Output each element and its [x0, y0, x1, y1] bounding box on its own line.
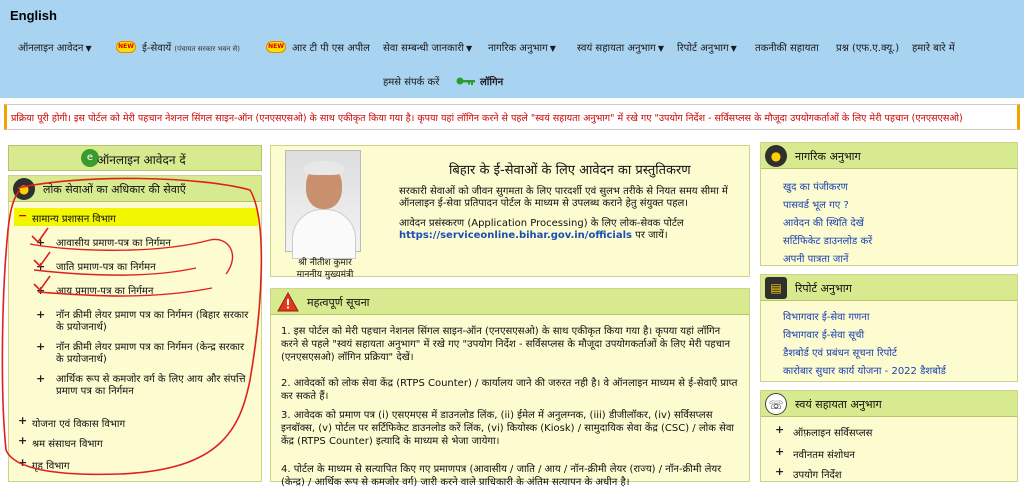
announcement-marquee: [4, 104, 1020, 130]
warning-icon: [277, 292, 299, 312]
nav-tech-support[interactable]: तकनीकी सहायता: [755, 43, 819, 54]
nav-citizen-section[interactable]: नागरिक अनुभाग ▼: [488, 43, 556, 54]
phone-support-icon: ☏: [765, 393, 787, 415]
self-help-panel: [760, 390, 1018, 482]
nav-row-primary: [0, 40, 1024, 58]
section-home-department[interactable]: गृह विभाग: [32, 461, 70, 472]
service-ncl-bihar[interactable]: नॉन क्रीमी लेयर प्रमाण पत्र का निर्गमन (बिहार सरकार के प्रयोजनार्थ): [56, 310, 249, 333]
expand-icon[interactable]: +: [18, 456, 28, 469]
section-labour-resources[interactable]: श्रम संसाधन विभाग: [32, 439, 103, 450]
link-forgot-password[interactable]: पासवर्ड भूल गए ?: [783, 200, 849, 211]
service-ews-certificate[interactable]: आर्थिक रूप से कमजोर वर्ग के लिए आय और संपत्ति प्रमाण पत्र का निर्गमन: [56, 374, 246, 397]
citizen-section-title: नागरिक अनुभाग: [795, 150, 861, 163]
people-group-icon: ●: [765, 145, 787, 167]
link-application-status[interactable]: आवेदन की स्थिति देखें: [783, 218, 864, 229]
self-help-usage-instructions[interactable]: उपयोग निर्देश: [793, 470, 842, 481]
link-dept-eservice-list[interactable]: विभागवार ई-सेवा सूची: [783, 330, 865, 341]
marquee-text: प्रक्रिया पूरी होगी। इस पोर्टल को मेरी पहचान नेशनल सिंगल साइन-ऑन (एनएसएसओ) के साथ एकीकृत किया गया है। कृपया यहां लॉगिन करने से पहले "स्वयं सहायता अनुभाग" में रखे गए "उपयोग निर्देश - सर्विसप्लस के मौजूदा उपयोगकर्ताओं के लिए मेरी पहचान (एनएसएसओ): [11, 113, 963, 124]
service-caste-certificate[interactable]: जाति प्रमाण-पत्र का निर्गमन: [56, 262, 156, 273]
report-section-panel: [760, 274, 1018, 382]
nav-contact-us[interactable]: हमसे संपर्क करें: [383, 77, 440, 88]
nav-online-apply[interactable]: ऑनलाइन आवेदन ▼: [18, 43, 92, 54]
bullet-icon: +: [775, 445, 785, 458]
collapse-icon[interactable]: −: [18, 209, 28, 222]
nav-reports[interactable]: रिपोर्ट अनुभाग ▼: [677, 43, 737, 54]
service-income-certificate[interactable]: आय प्रमाण-पत्र का निर्गमन: [56, 286, 154, 297]
notice-item: 3. आवेदक को प्रमाण पत्र (i) एसएमएस में डाउनलोड लिंक, (ii) ईमेल में अनुलग्नक, (iii) डीजीलॉकर, (iv) सर्विसप्लस इनबॉक्स, (v) पोर्टल पर सर्टिफिकेट डाउनलोड करें लिंक, (vi) कियोस्क (Kiosk) / सामुदायिक सेवा केंद्र (CSC) / लोक सेवा केंद्र (RTPS Counter) इत्यादि के माध्यम से भेजा जायेगा।: [281, 410, 734, 447]
self-help-offline-serviceplus[interactable]: ऑफ़लाइन सर्विसप्लस: [793, 428, 873, 439]
cm-name: श्री नीतीश कुमार: [298, 258, 352, 268]
bullet-icon: +: [36, 372, 46, 385]
link-dept-eservice-count[interactable]: विभागवार ई-सेवा गणना: [783, 312, 870, 323]
key-icon: [456, 75, 476, 87]
bullet-icon: +: [36, 340, 46, 353]
self-help-title: स्वयं सहायता अनुभाग: [795, 398, 882, 411]
notice-item: 2. आवेदकों को लोक सेवा केंद्र (RTPS Counter) / कार्यालय जाने की जरुरत नही है। वे ऑनलाइन माध्यम से ई-सेवाएँ प्राप्त कर सकते हैं।: [281, 378, 738, 402]
people-icon: ●: [13, 178, 35, 200]
report-section-header: [761, 275, 1017, 301]
bullet-icon: +: [36, 260, 46, 273]
service-residential-certificate[interactable]: आवासीय प्रमाण-पत्र का निर्गमन: [56, 238, 171, 249]
intro-title: बिहार के ई-सेवाओं के लिए आवेदन का प्रस्तुतिकरण: [449, 163, 691, 178]
link-know-eligibility[interactable]: अपनी पात्रता जानें: [783, 254, 849, 265]
top-navigation: [0, 0, 1024, 98]
self-help-header: [761, 391, 1017, 417]
online-apply-button[interactable]: [8, 145, 262, 171]
intro-paragraph: सरकारी सेवाओं को जीवन सुगमता के लिए पारदर्शी एवं सुलभ तरीके से नियत समय सीमा में ऑनलाइन ई-सेवा प्रतिपादन पोर्टल के माध्यम से उपलब्ध कराने हेतु संयुक्त पहल।: [399, 186, 728, 209]
notice-item: 1. इस पोर्टल को मेरी पहचान नेशनल सिंगल साइन-ऑन (एनएसएसओ) के साथ एकीकृत किया गया है। कृपया यहां लॉगिन करने से पहले "स्वयं सहायता अनुभाग" में रखे गए "उपयोग निर्देश - सर्विसप्लस के मौजूदा उपयोगकर्ताओं के लिए मेरी पहचान (एनएसएसओ) लॉगिन प्रक्रिया" देखें।: [281, 326, 731, 363]
report-section-title: रिपोर्ट अनुभाग: [795, 282, 852, 295]
nav-self-help[interactable]: स्वयं सहायता अनुभाग ▼: [577, 43, 664, 54]
bullet-icon: +: [36, 284, 46, 297]
section-general-admin[interactable]: सामान्य प्रशासन विभाग: [32, 214, 116, 225]
nav-rtps-appeal[interactable]: आर टी पी एस अपील: [292, 43, 370, 54]
officials-portal-link[interactable]: https://serviceonline.bihar.gov.in/officials: [399, 230, 632, 241]
nav-row-secondary: [0, 74, 1024, 92]
self-help-latest-revision[interactable]: नवीनतम संशोधन: [793, 450, 855, 461]
notice-title: महत्वपूर्ण सूचना: [307, 296, 370, 309]
new-badge-icon: NEW: [266, 41, 286, 53]
bullet-icon: +: [775, 423, 785, 436]
public-services-title: लोक सेवाओं का अधिकार की सेवाएँ: [43, 183, 186, 196]
expand-icon[interactable]: +: [18, 414, 28, 427]
link-self-registration[interactable]: खुद का पंजीकरण: [783, 182, 848, 193]
link-download-certificate[interactable]: सर्टिफिकेट डाउनलोड करें: [783, 236, 873, 247]
bullet-icon: +: [775, 465, 785, 478]
nav-login[interactable]: लॉगिन: [480, 77, 504, 88]
notice-item: 4. पोर्टल के माध्यम से सत्यापित किए गए प्रमाणपत्र (आवासीय / जाति / आय / नॉन-क्रीमी लेयर (राज्य) / नॉन-क्रीमी लेयर (केन्द्र) / आर्थिक रूप से कमजोर वर्ग) जारी करने वाले प्राधिकारी के अंतिम सत्यापन के अधीन है।: [281, 464, 722, 488]
public-services-header: [9, 176, 261, 202]
citizen-section-panel: [760, 142, 1018, 266]
citizen-section-header: [761, 143, 1017, 169]
officials-portal-paragraph: आवेदन प्रसंस्करण (Application Processing) के लिए लोक-सेवक पोर्टल https://serviceonline.bihar.gov.in/officials पर जायें।: [399, 218, 684, 241]
link-dashboard-mis[interactable]: डैशबोर्ड एवं प्रबंधन सूचना रिपोर्ट: [783, 348, 897, 359]
report-clipboard-icon: ▤: [765, 277, 787, 299]
bullet-icon: +: [36, 236, 46, 249]
nav-faq[interactable]: प्रश्न (एफ.ए.क्यू.): [836, 43, 900, 54]
bullet-icon: +: [36, 308, 46, 321]
language-switch[interactable]: English: [10, 8, 57, 23]
cm-title: माननीय मुख्यमंत्री: [296, 270, 354, 280]
nav-e-services[interactable]: ई-सेवायें (पंचायत सरकार भवन से): [142, 43, 240, 54]
nav-about-us[interactable]: हमारे बारे में: [912, 43, 955, 54]
nav-service-info[interactable]: सेवा सम्बन्धी जानकारी ▼: [383, 43, 473, 54]
intro-panel: [270, 145, 750, 280]
link-brap-dashboard[interactable]: कारोबार सुधार कार्य योजना - 2022 डैशबोर्ड: [783, 366, 946, 377]
important-notice-panel: [270, 288, 750, 488]
expand-icon[interactable]: +: [18, 434, 28, 447]
online-apply-icon: e: [81, 149, 99, 167]
new-badge-icon: NEW: [116, 41, 136, 53]
online-apply-label: ऑनलाइन आवेदन दें: [97, 153, 186, 167]
service-ncl-central[interactable]: नॉन क्रीमी लेयर प्रमाण पत्र का निर्गमन (केन्द्र सरकार के प्रयोजनार्थ): [56, 342, 245, 365]
notice-header: [271, 289, 749, 315]
section-planning-development[interactable]: योजना एवं विकास विभाग: [32, 419, 126, 430]
chief-minister-photo: [285, 150, 361, 252]
